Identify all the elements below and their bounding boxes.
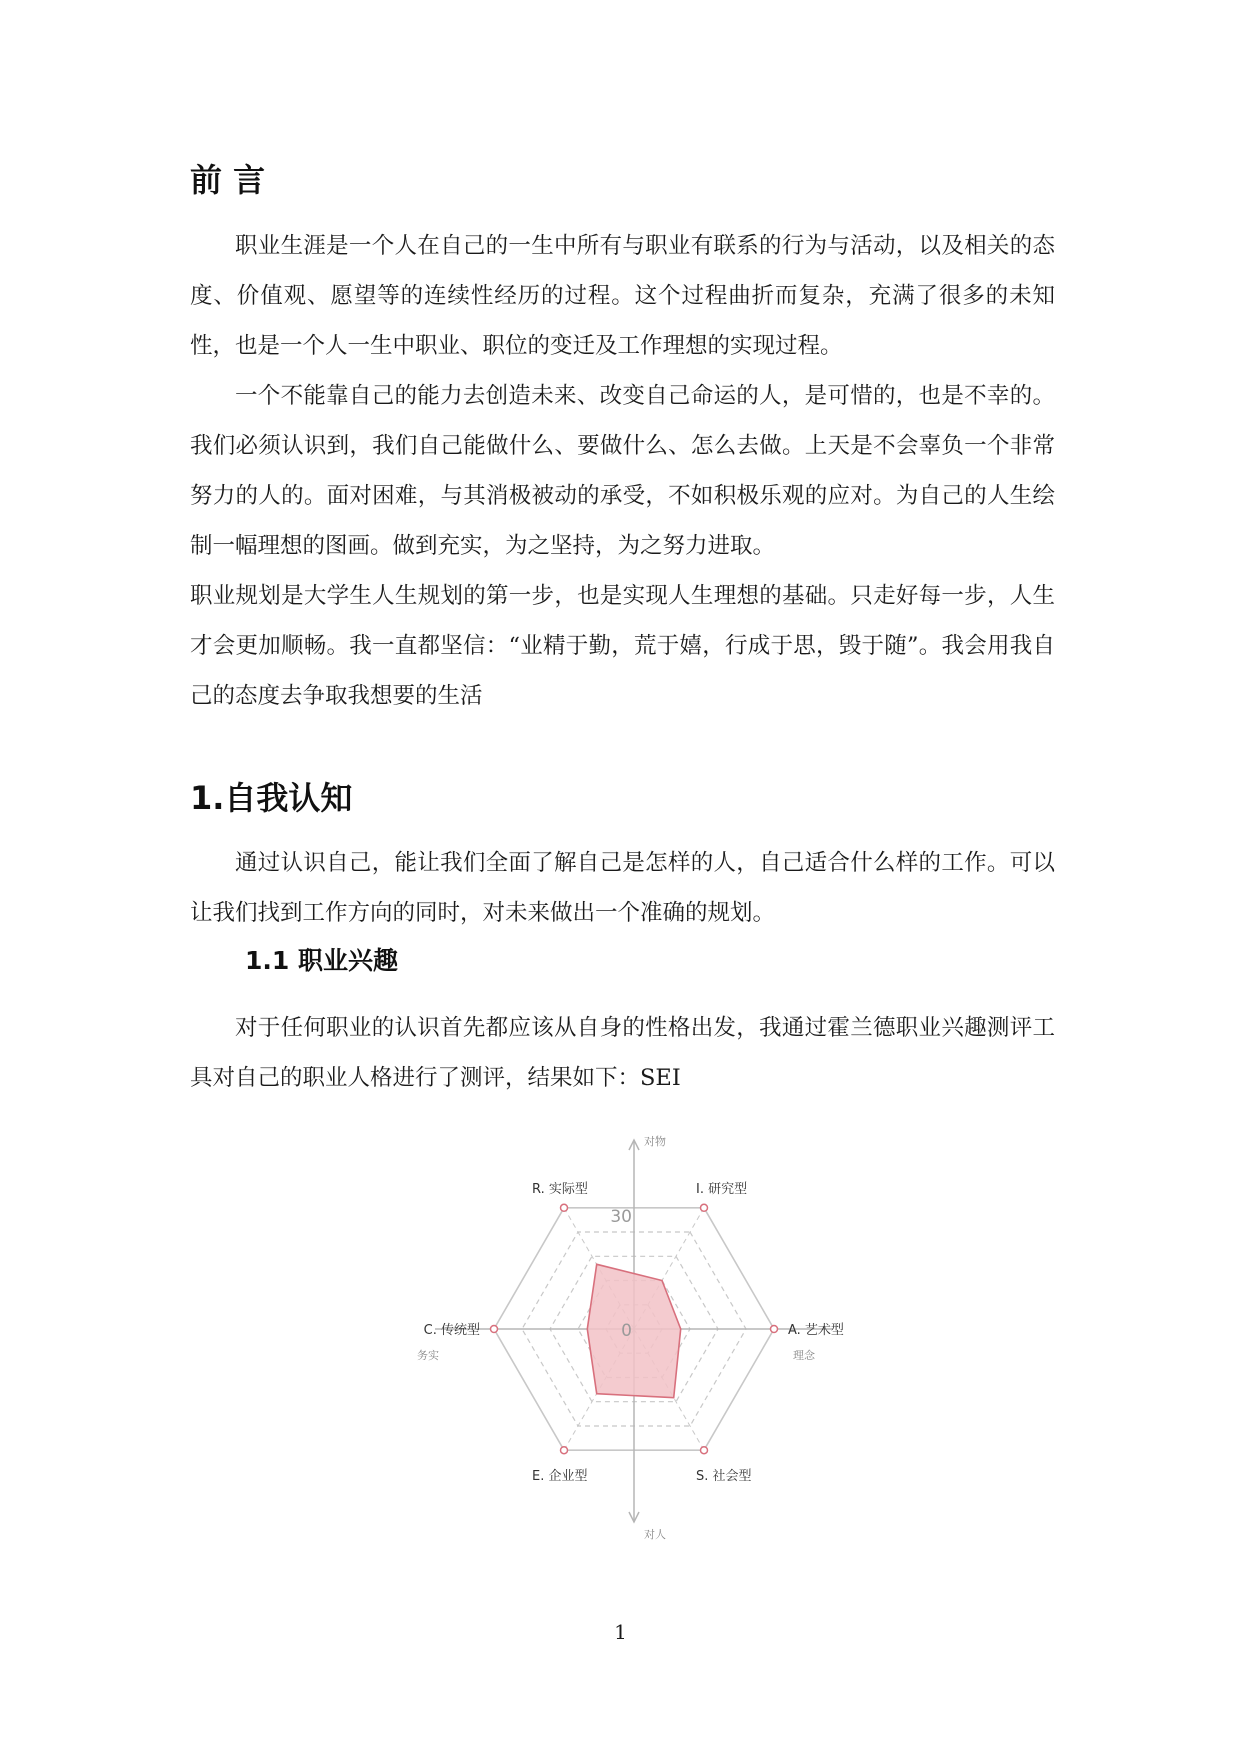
radar-axis-label: I. 研究型	[696, 1181, 748, 1197]
radar-vertex-marker	[561, 1447, 568, 1454]
radar-data	[587, 1264, 680, 1397]
radar-axis-label: E. 企业型	[532, 1469, 588, 1485]
radar-labels	[417, 1134, 844, 1541]
subsection-heading-career-interest	[245, 944, 398, 978]
subsection-number: 1.1	[245, 946, 290, 975]
subsection-1-1-paragraph: 对于任何职业的认识首先都应该从自身的性格出发，我通过霍兰德职业兴趣测评工具对自己的职业人格进行了测评，结果如下：SEI	[190, 1015, 1055, 1091]
radar-direction-label: 务实	[417, 1349, 439, 1362]
preface-paragraph-1: 职业生涯是一个人在自己的一生中所有与职业有联系的行为与活动，以及相关的态度、价值观、愿望等的连续性经历的过程。这个过程曲折而复杂，充满了很多的未知性，也是一个人一生中职业、职位的变迁及工作理想的实现过程。	[190, 233, 1055, 359]
radar-direction-label: 对人	[644, 1528, 666, 1541]
radar-score-area	[587, 1264, 680, 1397]
holland-radar-chart	[405, 1120, 844, 1560]
radar-tick-label: 0	[621, 1321, 632, 1341]
radar-vertex-marker	[771, 1326, 778, 1333]
radar-axis-label: R. 实际型	[532, 1181, 588, 1197]
radar-direction-label: 对物	[644, 1135, 666, 1148]
section-heading-self-cognition: 1.自我认知	[190, 779, 353, 817]
radar-vertex-marker	[701, 1447, 708, 1454]
section-1-paragraph: 通过认识自己，能让我们全面了解自己是怎样的人，自己适合什么样的工作。可以让我们找到工作方向的同时，对未来做出一个准确的规划。	[190, 850, 1055, 926]
radar-axis-label: C. 传统型	[423, 1323, 480, 1338]
radar-tick-label: 30	[610, 1206, 632, 1227]
radar-axis-label: S. 社会型	[696, 1469, 752, 1485]
radar-vertex-marker	[491, 1326, 498, 1333]
radar-vertex-marker	[561, 1204, 568, 1211]
radar-vertex-marker	[701, 1204, 708, 1211]
radar-direction-label: 理念	[793, 1349, 815, 1362]
radar-axis-label: A. 艺术型	[788, 1323, 844, 1338]
preface-paragraph-3: 职业规划是大学生人生规划的第一步，也是实现人生理想的基础。只走好每一步，人生才会更加顺畅。我一直都坚信：“业精于勤，荒于嬉，行成于思，毁于随”。我会用我自己的态度去争取我想要的生活	[190, 583, 1055, 709]
preface-heading: 前 言	[190, 161, 266, 199]
subsection-title: 职业兴趣	[298, 946, 399, 975]
page-number: 1	[614, 1620, 627, 1644]
preface-paragraph-2: 一个不能靠自己的能力去创造未来、改变自己命运的人，是可惜的，也是不幸的。我们必须认识到，我们自己能做什么、要做什么、怎么去做。上天是不会辜负一个非常努力的人的。面对困难，与其消极被动的承受，不如积极乐观的应对。为自己的人生绘制一幅理想的图画。做到充实，为之坚持，为之努力进取。	[190, 383, 1055, 559]
